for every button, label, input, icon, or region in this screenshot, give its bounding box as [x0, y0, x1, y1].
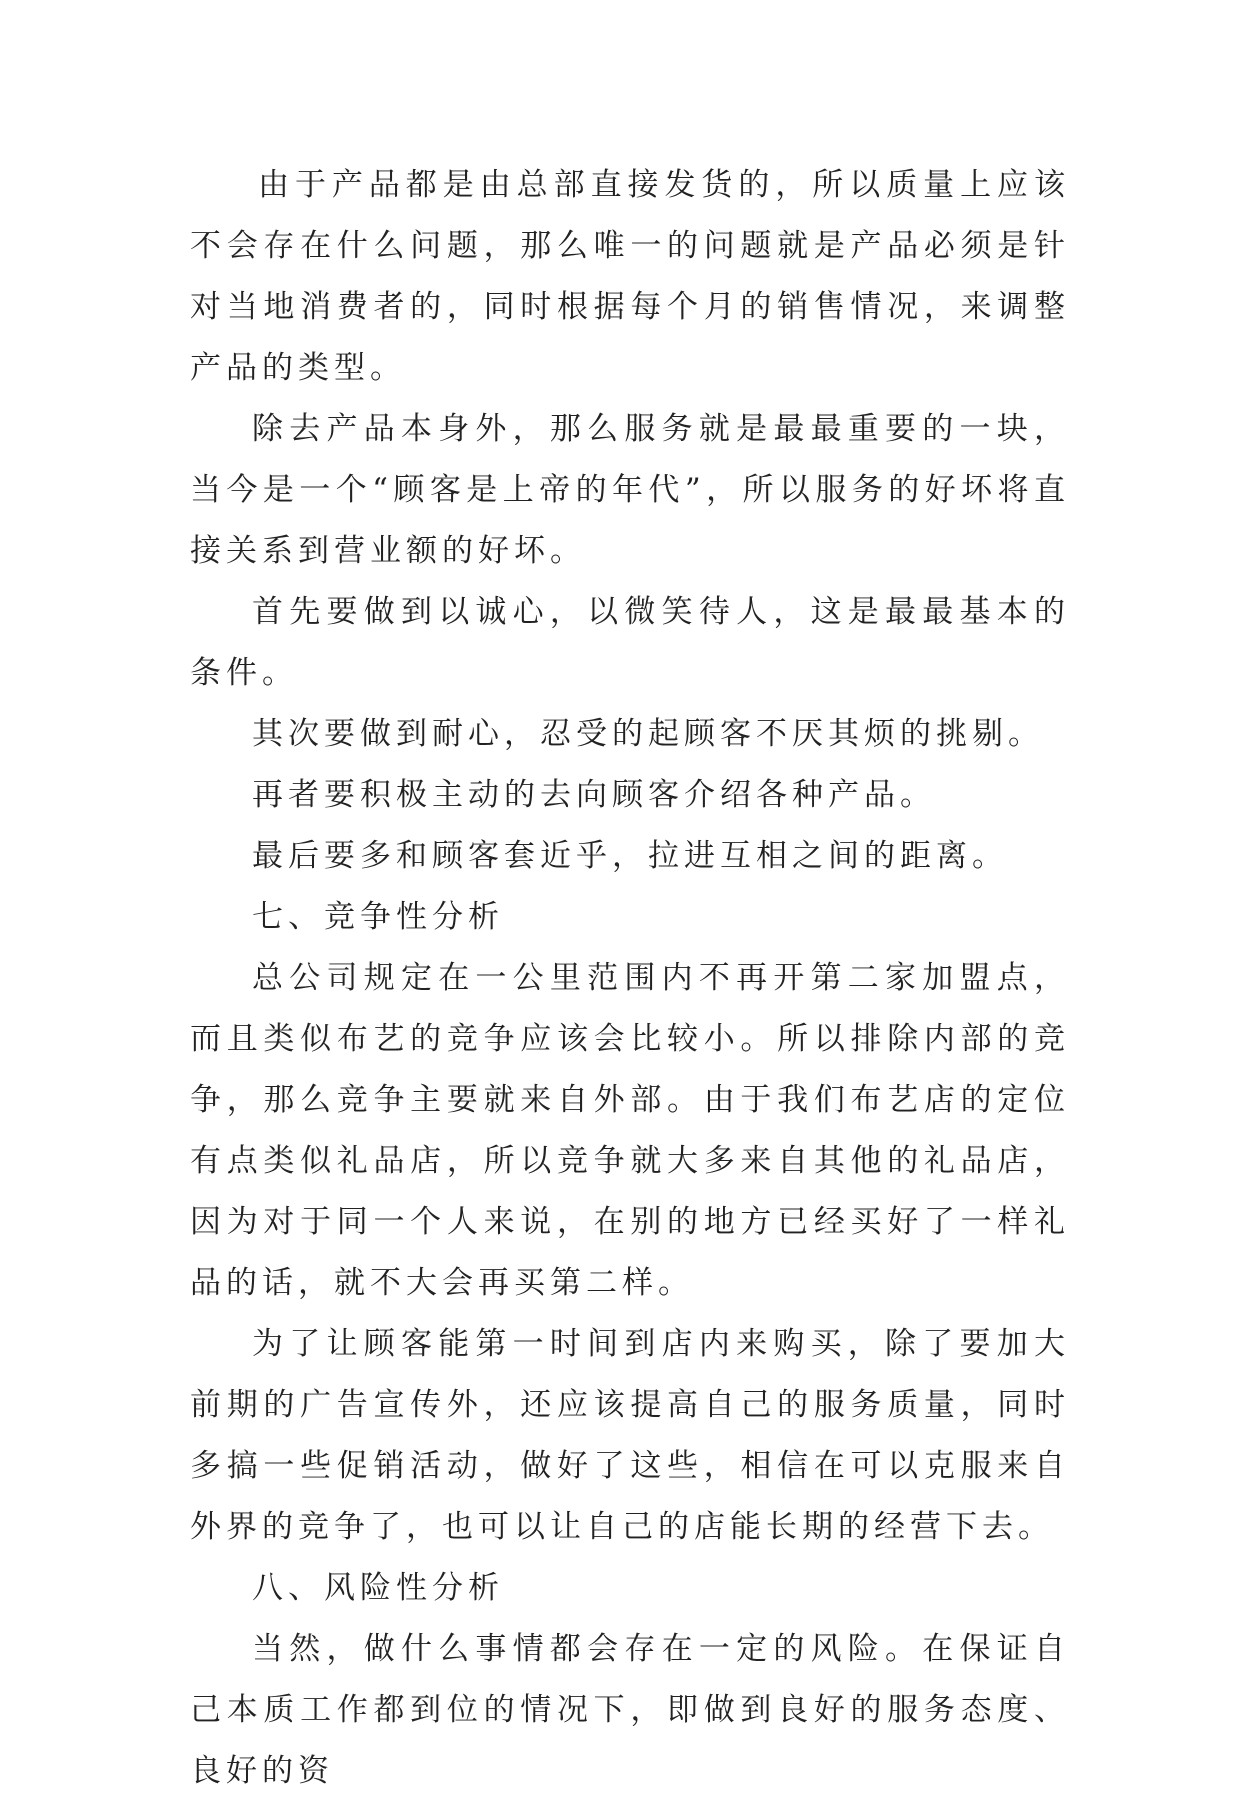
paragraph-service-last: 最后要多和顾客套近乎，拉进互相之间的距离。: [252, 838, 1008, 874]
section-heading-competition: 七、竞争性分析: [252, 899, 504, 935]
document-page: [190, 155, 1070, 1802]
paragraph-service-importance: 除去产品本身外，那么服务就是最最重要的一块，当今是一个“顾客是上帝的年代”，所以服务的好坏将直接关系到营业额的好坏。: [190, 411, 1070, 569]
paragraph-risk: 当然，做什么事情都会存在一定的风险。在保证自己本质工作都到位的情况下，即做到良好的服务态度、良好的资: [190, 1631, 1070, 1789]
paragraph-service-third: 再者要积极主动的去向顾客介绍各种产品。: [252, 777, 936, 813]
paragraph-product-quality: 由于产品都是由总部直接发货的，所以质量上应该不会存在什么问题，那么唯一的问题就是产品必须是针对当地消费者的，同时根据每个月的销售情况，来调整产品的类型。: [190, 167, 1070, 386]
paragraph-competition-strategy: 为了让顾客能第一时间到店内来购买，除了要加大前期的广告宣传外，还应该提高自己的服务质量，同时多搞一些促销活动，做好了这些，相信在可以克服来自外界的竞争了，也可以让自己的店能长期的经营下去。: [190, 1326, 1070, 1545]
section-heading-risk: 八、风险性分析: [252, 1570, 504, 1606]
paragraph-service-second: 其次要做到耐心，忍受的起顾客不厌其烦的挑剔。: [252, 716, 1044, 752]
paragraph-service-first: 首先要做到以诚心，以微笑待人，这是最最基本的条件。: [190, 594, 1070, 691]
paragraph-competition: 总公司规定在一公里范围内不再开第二家加盟点，而且类似布艺的竞争应该会比较小。所以排除内部的竞争，那么竞争主要就来自外部。由于我们布艺店的定位有点类似礼品店，所以竞争就大多来自其他的礼品店，因为对于同一个人来说，在别的地方已经买好了一样礼品的话，就不大会再买第二样。: [190, 960, 1070, 1301]
